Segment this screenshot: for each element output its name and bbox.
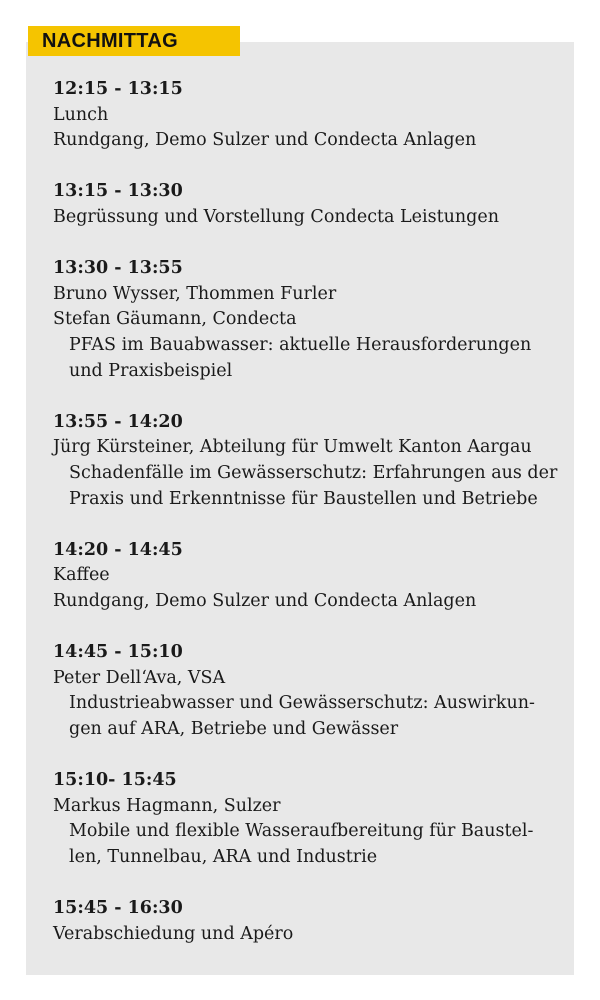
slot-line: Rundgang, Demo Sulzer und Condecta Anlagen	[53, 590, 477, 611]
slot-line: Verabschiedung und Apéro	[53, 923, 294, 944]
agenda-slot	[53, 179, 573, 230]
slot-line: Rundgang, Demo Sulzer und Condecta Anlagen	[53, 130, 477, 151]
slot-time: 13:15 - 13:30	[53, 181, 183, 202]
agenda-slot	[53, 768, 573, 870]
slot-line: Kaffee	[53, 565, 110, 586]
slot-time: 14:45 - 15:10	[53, 642, 183, 663]
slot-time: 13:30 - 13:55	[53, 258, 183, 279]
talk-topic: Schadenfälle im Gewässerschutz: Erfahrungen aus der	[69, 462, 558, 483]
talk-topic: Praxis und Erkenntnisse für Baustellen und Betriebe	[69, 488, 538, 509]
talk-topic: PFAS im Bauabwasser: aktuelle Herausforderungen	[69, 334, 532, 355]
agenda-slot	[53, 410, 573, 512]
agenda-slot	[53, 538, 573, 615]
section-header: NACHMITTAG	[28, 26, 240, 56]
speaker-line: Peter Dell‘Ava, VSA	[53, 667, 226, 688]
agenda-slot	[53, 640, 573, 742]
slot-time: 14:20 - 14:45	[53, 539, 183, 560]
talk-topic: und Praxisbeispiel	[69, 360, 233, 381]
speaker-line: Markus Hagmann, Sulzer	[53, 795, 281, 816]
agenda-slot	[53, 256, 573, 384]
speaker-line: Bruno Wysser, Thommen Furler	[53, 283, 337, 304]
slot-time: 15:10- 15:45	[53, 770, 177, 791]
agenda-slot	[53, 896, 573, 947]
agenda-list	[53, 77, 573, 973]
talk-topic: len, Tunnelbau, ARA und Industrie	[69, 846, 378, 867]
speaker-line: Jürg Kürsteiner, Abteilung für Umwelt Kanton Aargau	[53, 437, 532, 458]
speaker-line: Stefan Gäumann, Condecta	[53, 309, 297, 330]
talk-topic: Mobile und flexible Wasseraufbereitung für Baustel-	[69, 821, 534, 842]
slot-time: 15:45 - 16:30	[53, 898, 183, 918]
slot-line: Lunch	[53, 104, 109, 125]
agenda-slot	[53, 77, 573, 154]
slot-time: 12:15 - 13:15	[53, 79, 183, 99]
slot-time: 13:55 - 14:20	[53, 411, 183, 432]
talk-topic: Industrieabwasser und Gewässerschutz: Auswirkun-	[69, 693, 535, 714]
slot-line: Begrüssung und Vorstellung Condecta Leistungen	[53, 206, 499, 227]
talk-topic: gen auf ARA, Betriebe und Gewässer	[69, 718, 399, 739]
